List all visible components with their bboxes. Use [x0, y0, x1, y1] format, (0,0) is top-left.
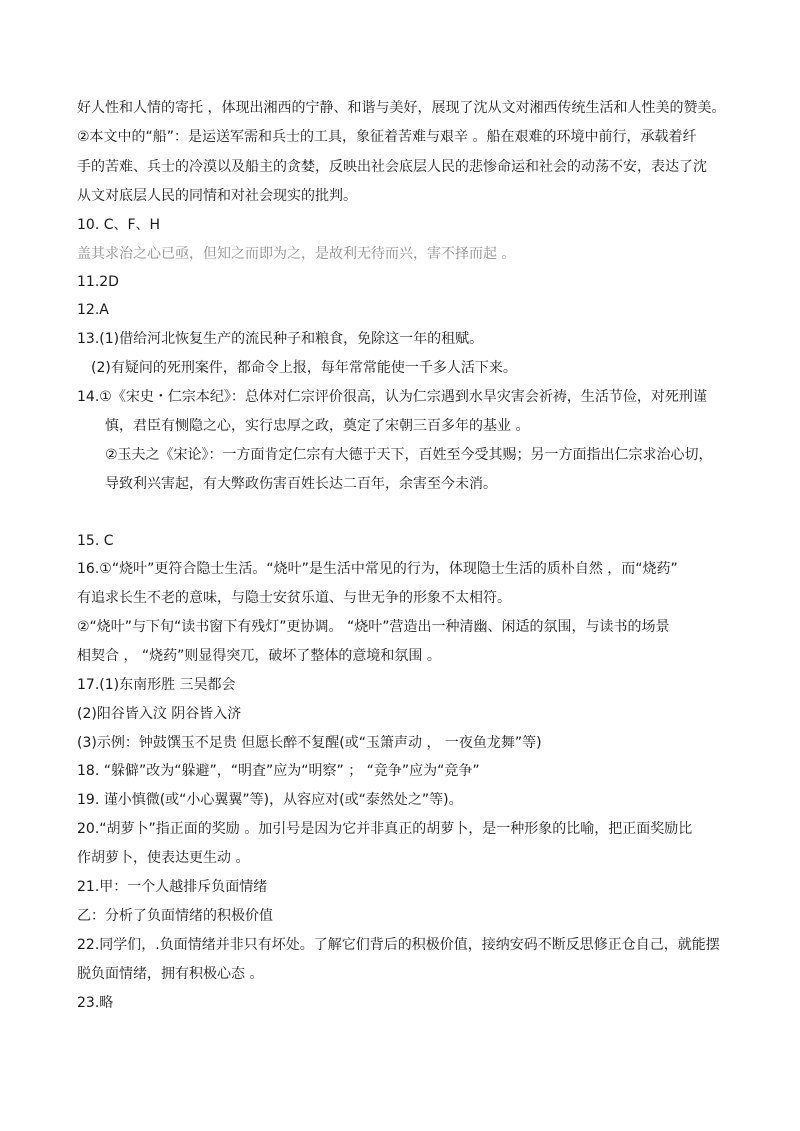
answer-17: 17.(1)东南形胜 三吴都会 — [77, 677, 236, 693]
answer-12: 12.A — [77, 302, 109, 318]
answer-10: 10. C、F、H — [77, 217, 161, 233]
text-line: 手的苦难、兵士的冷漠以及船主的贪婪，反映出社会底层人民的悲惨命运和社会的动荡不安，表达了沈 — [77, 159, 707, 175]
text-line: 脱负面情绪，拥有积极心态 。 — [77, 966, 264, 982]
answer-14: 14.①《宋史・仁宗本纪》：总体对仁宗评价很高，认为仁宗遇到水旱灾害会祈祷，生活节俭，对死刑谨 — [77, 389, 707, 405]
answer-14-2: ②玉夫之《宋论》：一方面肯定仁宗有大德于天下，百姓至今受其赐；另一方面指出仁宗求治心切， — [105, 447, 713, 463]
text-line: ②本文中的“船”：是运送军需和兵士的工具，象征着苦难与艰辛 。船在艰难的环境中前行，承载着纤 — [77, 129, 697, 145]
answer-11: 11.2D — [77, 274, 119, 290]
answer-23: 23.略 — [77, 995, 114, 1011]
text-line: 从文对底层人民的同情和对社会现实的批判。 — [77, 188, 357, 204]
answer-10-quote: 盖其求治之心已亟，但知之而即为之，是故利无待而兴，害不择而起 。 — [77, 246, 516, 262]
text-line: 好人性和人情的寄托 ，体现出湘西的宁静、和谐与美好，展现了沈从文对湘西传统生活和人性美的赞美。 — [77, 100, 726, 116]
answer-13: 13.(1)借给河北恢复生产的流民种子和粮食，免除这一年的租赋。 — [77, 331, 484, 347]
answer-19: 19. 谨小慎微(或“小心翼翼”等)，从容应对(或“泰然处之”等)。 — [77, 792, 463, 808]
answer-15: 15. C — [77, 533, 114, 549]
text-line: 有追求长生不老的意味，与隐士安贫乐道、与世无争的形象不太相符。 — [77, 590, 511, 606]
answer-22: 22.同学们，.负面情绪并非只有坏处。了解它们背后的积极价值，接纳安码不断反思修正仓自己，就能摆 — [77, 937, 720, 953]
answer-16-2: ②“烧叶”与下旬“读书窗下有残灯”更协调。 “烧叶”营造出一种清幽、闲适的氛围，与读书的场景 — [77, 619, 670, 635]
answer-18: 18. “躲僻”改为“躲避”，“明査”应为“明察” ； “竞争”应为“竞争” — [77, 763, 480, 779]
answer-21-b: 乙：分析了负面情绪的积极价值 — [77, 908, 273, 924]
text-line: 作胡萝卜，使表达更生动 。 — [77, 850, 250, 866]
text-line: 相契合 ， “烧药”则显得突兀，破坏了整体的意境和氛围 。 — [77, 648, 441, 664]
text-line: 导致利兴害起，有大弊政伤害百姓长达二百年，余害至今未消。 — [105, 476, 497, 492]
answer-17-3: (3)示例：钟鼓馔玉不足贵 但愿长醉不复醒(或“玉箫声动 ， 一夜鱼龙舞”等) — [77, 735, 542, 751]
answer-16: 16.①“烧叶”更符合隐士生活。“烧叶”是生活中常见的行为，体现隐士生活的质朴自然 ，而“烧药” — [77, 561, 678, 577]
text-line: 慎，君臣有恻隐之心，实行忠厚之政，奠定了宋朝三百多年的基业 。 — [105, 418, 530, 434]
answer-20: 20.“胡萝卜”指正面的奖励 。加引号是因为它并非真正的胡萝卜，是一种形象的比喻，把正面奖励比 — [77, 821, 693, 837]
answer-17-2: (2)阳谷皆入汶 阴谷皆入济 — [77, 706, 242, 722]
answer-21: 21.甲：一个人越排斥负面情绪 — [77, 879, 268, 895]
answer-13-2: (2)有疑问的死刑案件，都命令上报，每年常常能使一千多人活下来。 — [91, 360, 517, 376]
